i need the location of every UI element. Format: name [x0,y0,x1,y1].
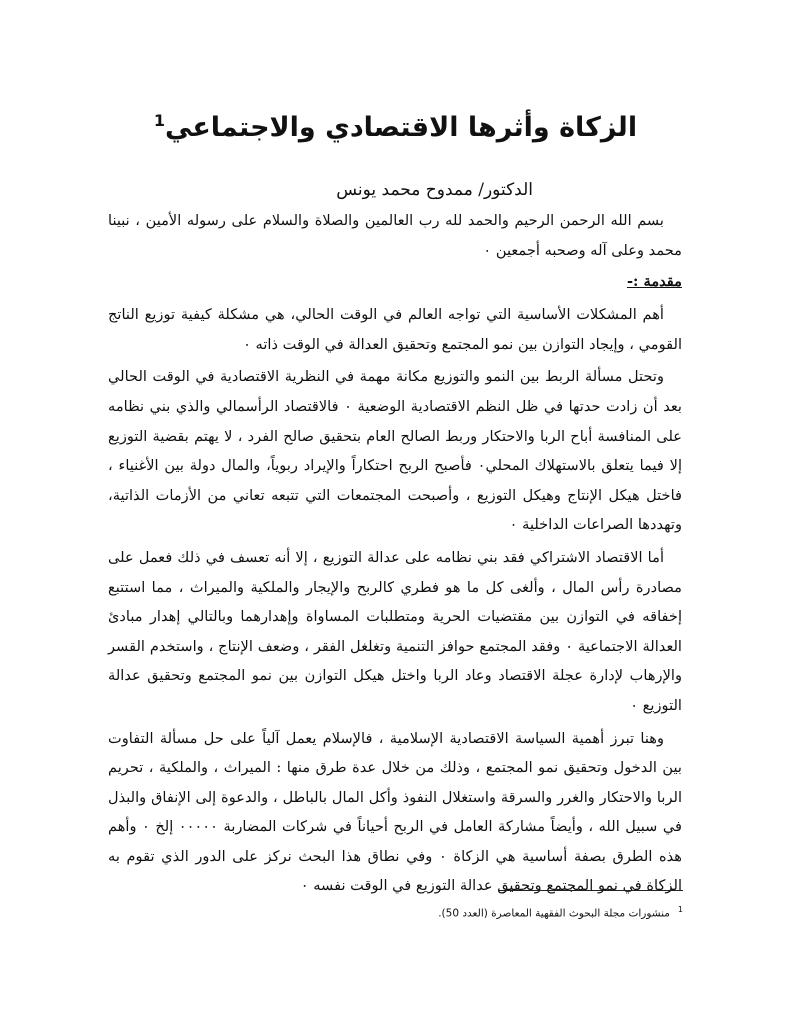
footnote-text: منشورات مجلة البحوث الفقهية المعاصرة (العدد 50). [438,907,670,920]
body-text [108,206,682,904]
footnote-number: 1 [677,905,683,914]
paragraph-1: أهم المشكلات الأساسية التي تواجه العالم في الوقت الحالي، هي مشكلة كيفية توزيع الناتج القومي ، وإيجاد التوازن بين نمو المجتمع وتحقيق العدالة في الوقت ذاته ٠ [108,306,682,353]
author-line: الدكتور/ ممدوح محمد يونس [336,180,533,200]
footnote [438,902,683,922]
paragraph-2: وتحتل مسألة الربط بين النمو والتوزيع مكانة مهمة في النظرية الاقتصادية في الوقت الحالي بعد أن زادت حدتها في ظل النظم الاقتصادية الوضعية ٠ فالاقتصاد الرأسمالي والذي بني نظامه على المنافسة أباح الربا والاحتكار وربط الصالح العام بتحقيق صالح الفرد ، لا يهتم بقضية التوزيع إلا فيما يتعلق بالاستهلاك المحلي٠ فأصبح الربح احتكاراً والإيراد ربوياً، والمال دولة بين الأغنياء ، فاختل هيكل الإنتاج وهيكل التوزيع ، وأصبحت المجتمعات التي تتبعه تعاني من الأزمات الذاتية، وتهددها الصراعات الداخلية ٠ [108,368,682,534]
paper-title [0,108,791,148]
title-footnote-ref[interactable]: 1 [153,111,166,130]
paper-title-text: الزكاة وأثرها الاقتصادي والاجتماعي [165,112,638,143]
section-heading-intro: مقدمة :- [626,273,682,291]
footnote-separator [498,890,683,891]
paragraph-4: وهنا تبرز أهمية السياسة الاقتصادية الإسلامية ، فالإسلام يعمل آلياً على حل مسألة التفاوت بين الدخول وتحقيق نمو المجتمع ، وذلك من خلال عدة طرق منها : الميراث ، والملكية ، تحريم الربا والاحتكار والغرر والسرقة واستغلال النفوذ وأكل المال بالباطل ، والدعوة إلى الإنفاق والبذل في سبيل الله ، وأيضاً مشاركة العامل في الربح أحياناً في شركات المضاربة ٠٠٠٠٠ إلخ ٠ وأهم هذه الطرق بصفة أساسية هي الزكاة ٠ وفي نطاق هذا البحث نركز على الدور الذي تقوم به الزكاة في نمو المجتمع وتحقيق عدالة التوزيع في الوقت نفسه ٠ [108,729,683,895]
basmala-paragraph: بسم الله الرحمن الرحيم والحمد لله رب العالمين والصلاة والسلام على رسوله الأمين ، نبينا محمد وعلى آله وصحبه أجمعين ٠ [108,212,682,259]
paragraph-3: أما الاقتصاد الاشتراكي فقد بني نظامه على عدالة التوزيع ، إلا أنه تعسف في ذلك فعمل على مصادرة رأس المال ، وألغى كل ما هو فطري كالربح والإيجار والملكية والميراث ، مما استتبع إخفاقه في التوازن بين مقتضيات الحرية ومتطلبات المساواة وإهدارهما وبالتالي إهدار مبادئ العدالة الاجتماعية ٠ وفقد المجتمع حوافز التنمية وتغلغل الفقر ، وضعف الإنتاج ، واستخدم القسر والإرهاب لإدارة عجلة الاقتصاد وعاد الربا واختل هيكل التوازن بين نمو المجتمع وتحقيق عدالة التوزيع ٠ [108,548,682,714]
